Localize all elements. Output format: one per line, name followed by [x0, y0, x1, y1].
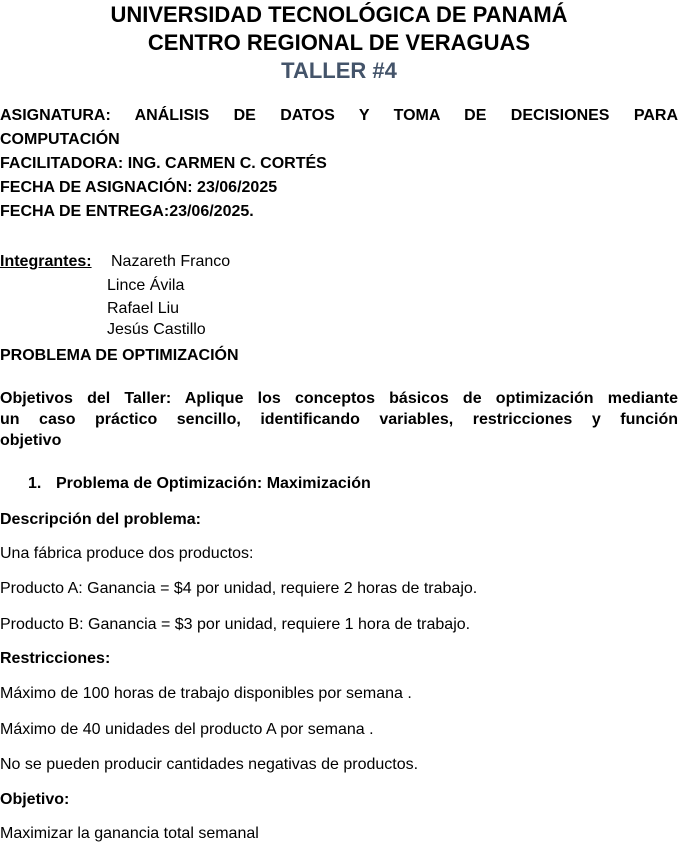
member-4: Jesús Castillo [107, 321, 206, 338]
objectives-line-3: objetivo [0, 432, 62, 449]
assignment-date: FECHA DE ASIGNACIÓN: 23/06/2025 [0, 179, 278, 196]
objectives-line-1: Objetivos del Taller: Aplique los conceptos básicos de optimización mediante [0, 390, 678, 407]
restriction-3: No se pueden producir cantidades negativas de productos. [0, 756, 419, 773]
list-item-heading: Problema de Optimización: Maximización [56, 475, 371, 492]
center-title: CENTRO REGIONAL DE VERAGUAS [147, 30, 531, 55]
description-intro: Una fábrica produce dos productos: [0, 545, 254, 562]
description-heading: Descripción del problema: [0, 511, 201, 528]
subject-line-1: ASIGNATURA: ANÁLISIS DE DATOS Y TOMA DE DECISIONES PARA [0, 107, 678, 124]
workshop-title: TALLER #4 [281, 58, 397, 83]
product-b: Producto B: Ganancia = $3 por unidad, requiere 1 hora de trabajo. [0, 616, 471, 633]
list-number: 1. [28, 475, 42, 492]
restriction-1: Máximo de 100 horas de trabajo disponibles por semana . [0, 685, 412, 702]
objectives-line-2: un caso práctico sencillo, identificando variables, restricciones y función [0, 411, 678, 428]
subject-line-2: COMPUTACIÓN [0, 131, 120, 148]
member-2: Lince Ávila [107, 277, 185, 294]
due-date: FECHA DE ENTREGA:23/06/2025. [0, 203, 254, 220]
problem-title: PROBLEMA DE OPTIMIZACIÓN [0, 347, 239, 364]
objective-text: Maximizar la ganancia total semanal [0, 825, 259, 842]
members-label: Integrantes: [0, 253, 92, 270]
university-title: UNIVERSIDAD TECNOLÓGICA DE PANAMÁ [110, 2, 568, 27]
product-a: Producto A: Ganancia = $4 por unidad, requiere 2 horas de trabajo. [0, 580, 478, 597]
facilitator: FACILITADORA: ING. CARMEN C. CORTÉS [0, 155, 327, 172]
restriction-2: Máximo de 40 unidades del producto A por semana . [0, 721, 374, 738]
objective-heading: Objetivo: [0, 791, 70, 808]
member-1: Nazareth Franco [111, 253, 231, 270]
restrictions-heading: Restricciones: [0, 650, 111, 667]
member-3: Rafael Liu [107, 300, 180, 317]
